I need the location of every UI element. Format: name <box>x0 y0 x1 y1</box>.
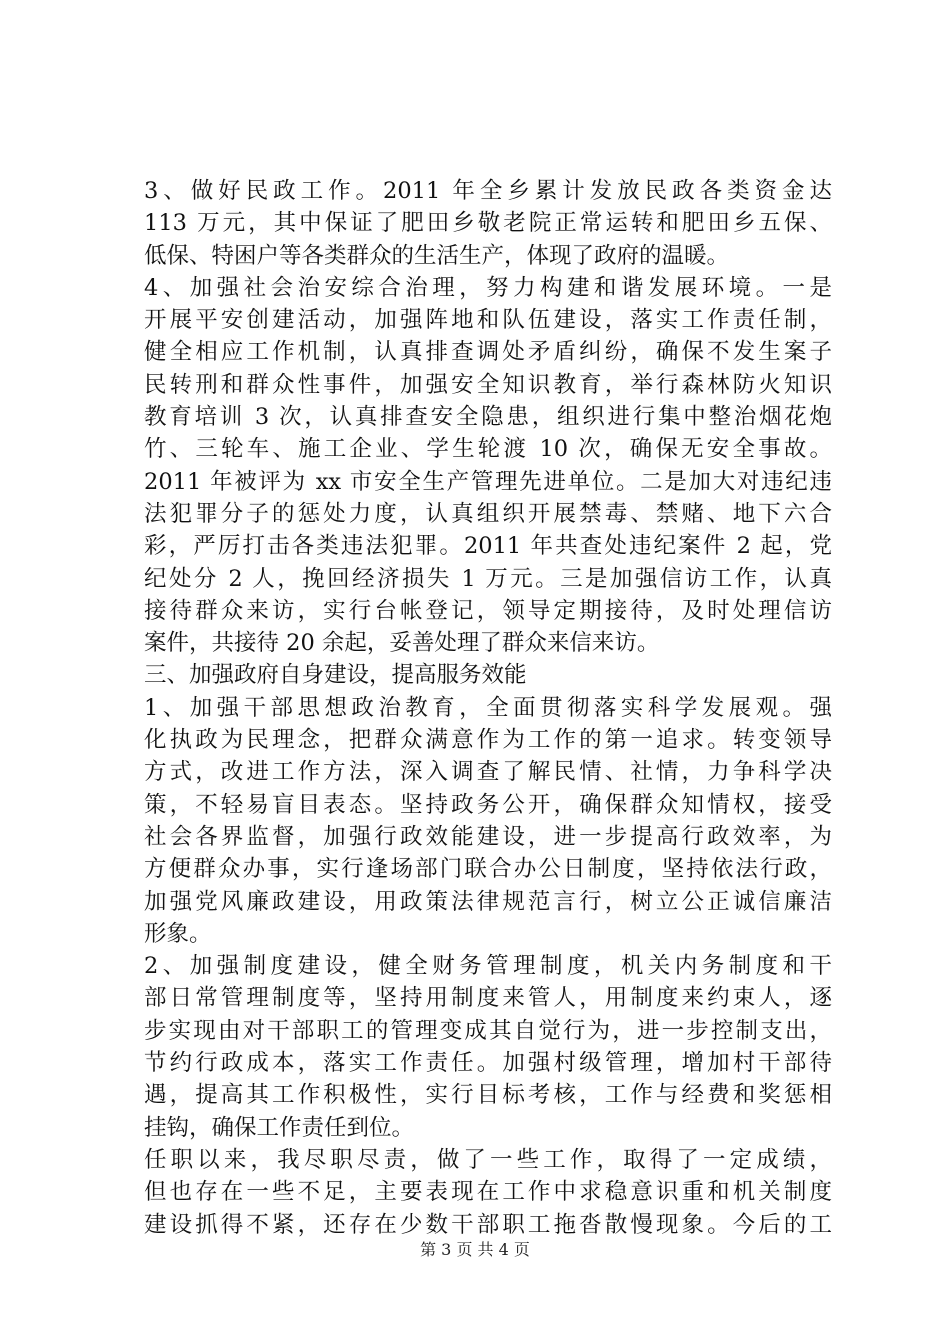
text-line: 策，不轻易盲目表态。坚持政务公开，确保群众知情权，接受 <box>144 791 832 818</box>
text-line: 低保、特困户等各类群众的生活生产，体现了政府的温暖。 <box>144 242 730 269</box>
text-line: 健全相应工作机制，认真排查调处矛盾纠纷，确保不发生案子 <box>144 339 832 366</box>
text-line: 方便群众办事，实行逢场部门联合办公日制度，坚持依法行政， <box>144 856 832 883</box>
text-line: 加强党风廉政建设，用政策法律规范言行，树立公正诚信廉洁 <box>144 888 832 915</box>
text-line: 纪处分 2 人，挽回经济损失 1 万元。三是加强信访工作，认真 <box>144 565 832 592</box>
text-line: 113 万元，其中保证了肥田乡敬老院正常运转和肥田乡五保、 <box>144 210 832 237</box>
text-line: 1、加强干部思想政治教育，全面贯彻落实科学发展观。强 <box>144 694 832 721</box>
text-line: 3、做好民政工作。2011 年全乡累计发放民政各类资金达 <box>144 178 832 204</box>
text-line: 步实现由对干部职工的管理变成其自觉行为，进一步控制支出， <box>144 1017 832 1044</box>
section-heading: 三、加强政府自身建设，提高服务效能 <box>144 662 527 689</box>
text-line: 2011 年被评为 xx 市安全生产管理先进单位。二是加大对违纪违 <box>144 468 832 495</box>
text-line: 化执政为民理念，把群众满意作为工作的第一追求。转变领导 <box>144 727 832 754</box>
text-line: 民转刑和群众性事件，加强安全知识教育，举行森林防火知识 <box>144 371 832 398</box>
text-line: 案件，共接待 20 余起，妥善处理了群众来信来访。 <box>144 630 660 657</box>
page-number: 第 3 页 共 4 页 <box>420 1240 530 1259</box>
text-line: 形象。 <box>144 920 212 947</box>
text-line: 遇，提高其工作积极性，实行目标考核，工作与经费和奖惩相 <box>144 1082 832 1109</box>
text-line: 教育培训 3 次，认真排查安全隐患，组织进行集中整治烟花炮 <box>144 404 832 431</box>
text-line: 但也存在一些不足，主要表现在工作中求稳意识重和机关制度 <box>144 1179 832 1206</box>
text-line: 节约行政成本，落实工作责任。加强村级管理，增加村干部待 <box>144 1050 832 1077</box>
text-line: 竹、三轮车、施工企业、学生轮渡 10 次，确保无安全事故。 <box>144 436 832 463</box>
text-line: 法犯罪分子的惩处力度，认真组织开展禁毒、禁赌、地下六合 <box>144 500 832 527</box>
text-line: 4、加强社会治安综合治理，努力构建和谐发展环境。一是 <box>144 274 832 301</box>
text-line: 任职以来，我尽职尽责，做了一些工作，取得了一定成绩， <box>144 1146 832 1173</box>
document-body <box>144 175 832 1241</box>
text-line: 社会各界监督，加强行政效能建设，进一步提高行政效率，为 <box>144 823 832 850</box>
text-line: 挂钩，确保工作责任到位。 <box>144 1114 415 1141</box>
text-line: 部日常管理制度等，坚持用制度来管人，用制度来约束人，逐 <box>144 985 832 1012</box>
text-line: 开展平安创建活动，加强阵地和队伍建设，落实工作责任制， <box>144 307 832 334</box>
text-line: 2、加强制度建设，健全财务管理制度，机关内务制度和干 <box>144 953 832 980</box>
text-line: 接待群众来访，实行台帐登记，领导定期接待，及时处理信访 <box>144 597 832 624</box>
text-line: 彩，严厉打击各类违法犯罪。2011 年共查处违纪案件 2 起，党 <box>144 533 832 560</box>
text-line: 方式，改进工作方法，深入调查了解民情、社情，力争科学决 <box>144 759 832 786</box>
text-line: 建设抓得不紧，还存在少数干部职工拖沓散慢现象。今后的工 <box>144 1211 832 1238</box>
page-footer <box>0 1240 950 1260</box>
